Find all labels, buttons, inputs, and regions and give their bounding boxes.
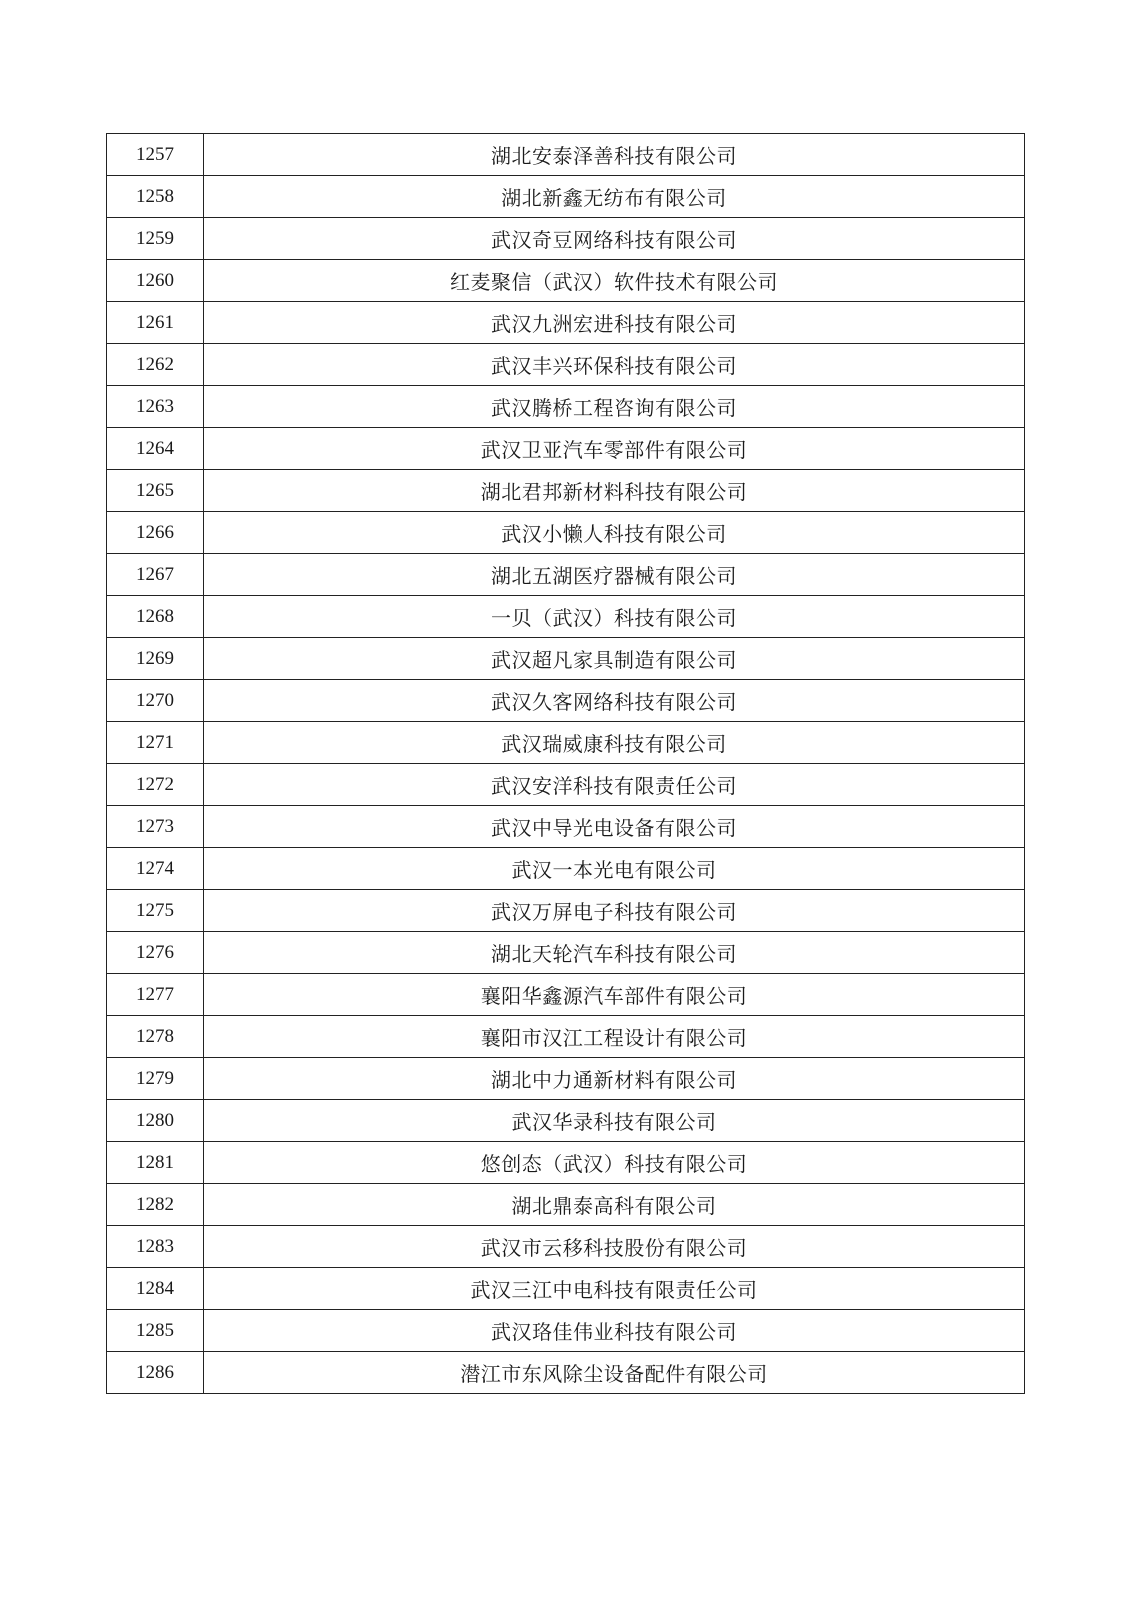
company-name-cell: 悠创态（武汉）科技有限公司 — [204, 1142, 1025, 1184]
company-name-cell: 武汉华录科技有限公司 — [204, 1100, 1025, 1142]
row-number-cell: 1266 — [107, 512, 204, 554]
company-name-cell: 武汉三江中电科技有限责任公司 — [204, 1268, 1025, 1310]
row-number-cell: 1273 — [107, 806, 204, 848]
table-row — [107, 932, 1025, 974]
row-number-cell: 1257 — [107, 134, 204, 176]
row-number-cell: 1274 — [107, 848, 204, 890]
row-number-cell: 1279 — [107, 1058, 204, 1100]
company-name-cell: 武汉久客网络科技有限公司 — [204, 680, 1025, 722]
row-number-cell: 1268 — [107, 596, 204, 638]
table-row — [107, 554, 1025, 596]
row-number-cell: 1259 — [107, 218, 204, 260]
company-name-cell: 湖北天轮汽车科技有限公司 — [204, 932, 1025, 974]
row-number-cell: 1260 — [107, 260, 204, 302]
company-name-cell: 武汉珞佳伟业科技有限公司 — [204, 1310, 1025, 1352]
company-name-cell: 湖北五湖医疗器械有限公司 — [204, 554, 1025, 596]
row-number-cell: 1278 — [107, 1016, 204, 1058]
row-number-cell: 1264 — [107, 428, 204, 470]
company-name-cell: 武汉安洋科技有限责任公司 — [204, 764, 1025, 806]
company-name-cell: 湖北安泰泽善科技有限公司 — [204, 134, 1025, 176]
table-row — [107, 1142, 1025, 1184]
table-row — [107, 134, 1025, 176]
company-name-cell: 红麦聚信（武汉）软件技术有限公司 — [204, 260, 1025, 302]
row-number-cell: 1284 — [107, 1268, 204, 1310]
row-number-cell: 1286 — [107, 1352, 204, 1394]
row-number-cell: 1280 — [107, 1100, 204, 1142]
row-number-cell: 1282 — [107, 1184, 204, 1226]
company-name-cell: 湖北新鑫无纺布有限公司 — [204, 176, 1025, 218]
table-row — [107, 344, 1025, 386]
company-name-cell: 武汉万屏电子科技有限公司 — [204, 890, 1025, 932]
row-number-cell: 1275 — [107, 890, 204, 932]
company-list-table — [106, 133, 1025, 1394]
company-name-cell: 潜江市东风除尘设备配件有限公司 — [204, 1352, 1025, 1394]
table-row — [107, 470, 1025, 512]
row-number-cell: 1271 — [107, 722, 204, 764]
row-number-cell: 1263 — [107, 386, 204, 428]
table-row — [107, 302, 1025, 344]
table-row — [107, 1184, 1025, 1226]
company-name-cell: 湖北中力通新材料有限公司 — [204, 1058, 1025, 1100]
table-row — [107, 218, 1025, 260]
company-name-cell: 湖北君邦新材料科技有限公司 — [204, 470, 1025, 512]
table-row — [107, 1352, 1025, 1394]
table-row — [107, 1100, 1025, 1142]
company-name-cell: 武汉奇豆网络科技有限公司 — [204, 218, 1025, 260]
table-row — [107, 428, 1025, 470]
row-number-cell: 1276 — [107, 932, 204, 974]
table-body — [107, 134, 1025, 1394]
table-row — [107, 512, 1025, 554]
table-row — [107, 764, 1025, 806]
table-row — [107, 1226, 1025, 1268]
company-name-cell: 武汉丰兴环保科技有限公司 — [204, 344, 1025, 386]
row-number-cell: 1267 — [107, 554, 204, 596]
company-name-cell: 武汉卫亚汽车零部件有限公司 — [204, 428, 1025, 470]
table-row — [107, 890, 1025, 932]
table-row — [107, 974, 1025, 1016]
table-row — [107, 1016, 1025, 1058]
table-row — [107, 1058, 1025, 1100]
row-number-cell: 1285 — [107, 1310, 204, 1352]
company-name-cell: 武汉九洲宏进科技有限公司 — [204, 302, 1025, 344]
table-row — [107, 176, 1025, 218]
row-number-cell: 1281 — [107, 1142, 204, 1184]
company-name-cell: 襄阳华鑫源汽车部件有限公司 — [204, 974, 1025, 1016]
table-row — [107, 1268, 1025, 1310]
table-row — [107, 596, 1025, 638]
row-number-cell: 1265 — [107, 470, 204, 512]
row-number-cell: 1283 — [107, 1226, 204, 1268]
table-row — [107, 260, 1025, 302]
table-row — [107, 722, 1025, 764]
row-number-cell: 1261 — [107, 302, 204, 344]
row-number-cell: 1272 — [107, 764, 204, 806]
company-name-cell: 襄阳市汉江工程设计有限公司 — [204, 1016, 1025, 1058]
row-number-cell: 1262 — [107, 344, 204, 386]
company-name-cell: 武汉瑞威康科技有限公司 — [204, 722, 1025, 764]
table-row — [107, 680, 1025, 722]
company-name-cell: 湖北鼎泰高科有限公司 — [204, 1184, 1025, 1226]
table-row — [107, 806, 1025, 848]
row-number-cell: 1277 — [107, 974, 204, 1016]
table-row — [107, 848, 1025, 890]
company-name-cell: 武汉腾桥工程咨询有限公司 — [204, 386, 1025, 428]
company-name-cell: 一贝（武汉）科技有限公司 — [204, 596, 1025, 638]
table-row — [107, 1310, 1025, 1352]
row-number-cell: 1269 — [107, 638, 204, 680]
row-number-cell: 1270 — [107, 680, 204, 722]
company-name-cell: 武汉一本光电有限公司 — [204, 848, 1025, 890]
company-name-cell: 武汉市云移科技股份有限公司 — [204, 1226, 1025, 1268]
table-row — [107, 638, 1025, 680]
company-name-cell: 武汉超凡家具制造有限公司 — [204, 638, 1025, 680]
table-row — [107, 386, 1025, 428]
company-name-cell: 武汉小懒人科技有限公司 — [204, 512, 1025, 554]
row-number-cell: 1258 — [107, 176, 204, 218]
company-name-cell: 武汉中导光电设备有限公司 — [204, 806, 1025, 848]
